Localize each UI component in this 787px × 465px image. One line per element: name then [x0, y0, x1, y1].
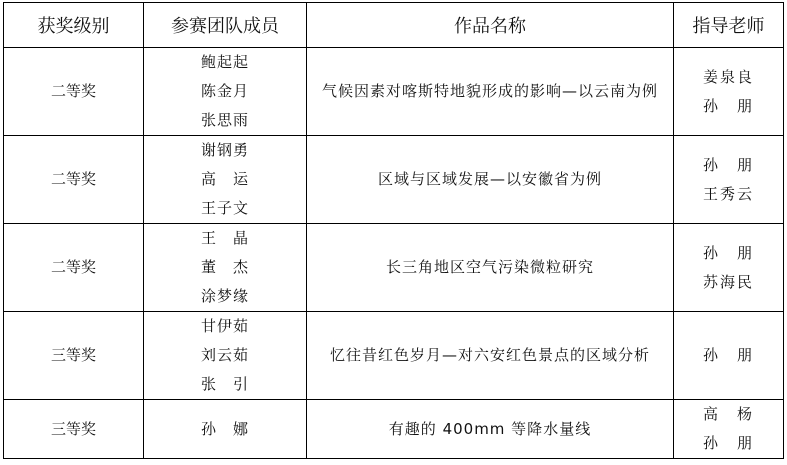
advisor-name: 高 杨: [702, 405, 754, 423]
work-title-cell: 有趣的 400mm 等降水量线: [307, 400, 674, 459]
member-name: 王 晶: [200, 229, 249, 247]
member-name: 王子文: [200, 199, 249, 217]
table-row: [4, 136, 784, 224]
table-row: [4, 224, 784, 312]
header-work: 作品名称: [307, 3, 674, 48]
advisor-name: 王秀云: [702, 184, 754, 203]
header-advisor: 指导老师: [674, 3, 784, 48]
member-name: 甘伊茹: [200, 317, 249, 335]
member-name: 涂梦缘: [200, 287, 249, 305]
member-name: 刘云茹: [200, 346, 249, 364]
work-title-cell: 长三角地区空气污染微粒研究: [307, 224, 674, 312]
member-name: 董 杰: [200, 258, 249, 276]
advisor-cell: [674, 136, 784, 224]
members-cell: [144, 312, 307, 400]
advisor-name: 孙 朋: [702, 155, 754, 174]
member-name: 陈金月: [200, 82, 249, 100]
member-name: 张 引: [200, 375, 249, 393]
advisor-name: 孙 朋: [702, 346, 754, 364]
members-cell: [144, 136, 307, 224]
work-title-cell: 区域与区域发展—以安徽省为例: [307, 136, 674, 224]
work-title-cell: 忆往昔红色岁月—对六安红色景点的区域分析: [307, 312, 674, 400]
advisor-cell: [674, 312, 784, 400]
header-award: 获奖级别: [4, 3, 144, 48]
advisor-name: 孙 朋: [702, 243, 754, 262]
table-row: [4, 400, 784, 459]
member-name: 张思雨: [200, 111, 249, 129]
header-row: [4, 3, 784, 48]
member-name: 高 运: [200, 170, 249, 188]
members-cell: [144, 400, 307, 459]
award-cell: 三等奖: [4, 400, 144, 459]
work-title-cell: 气候因素对喀斯特地貌形成的影响—以云南为例: [307, 48, 674, 136]
award-cell: 二等奖: [4, 48, 144, 136]
advisor-name: 孙 朋: [702, 434, 754, 452]
advisor-cell: [674, 400, 784, 459]
award-cell: 二等奖: [4, 136, 144, 224]
advisor-name: 姜泉良: [702, 67, 754, 86]
awards-table: [3, 2, 784, 459]
advisor-cell: [674, 48, 784, 136]
members-cell: [144, 48, 307, 136]
advisor-cell: [674, 224, 784, 312]
award-cell: 二等奖: [4, 224, 144, 312]
advisor-name: 苏海民: [702, 272, 754, 291]
members-cell: [144, 224, 307, 312]
table-row: [4, 48, 784, 136]
award-cell: 三等奖: [4, 312, 144, 400]
table-row: [4, 312, 784, 400]
member-name: 鲍起起: [200, 53, 249, 71]
member-name: 孙 娜: [200, 419, 249, 438]
header-members: 参赛团队成员: [144, 3, 307, 48]
member-name: 谢钢勇: [200, 141, 249, 159]
advisor-name: 孙 朋: [702, 96, 754, 115]
